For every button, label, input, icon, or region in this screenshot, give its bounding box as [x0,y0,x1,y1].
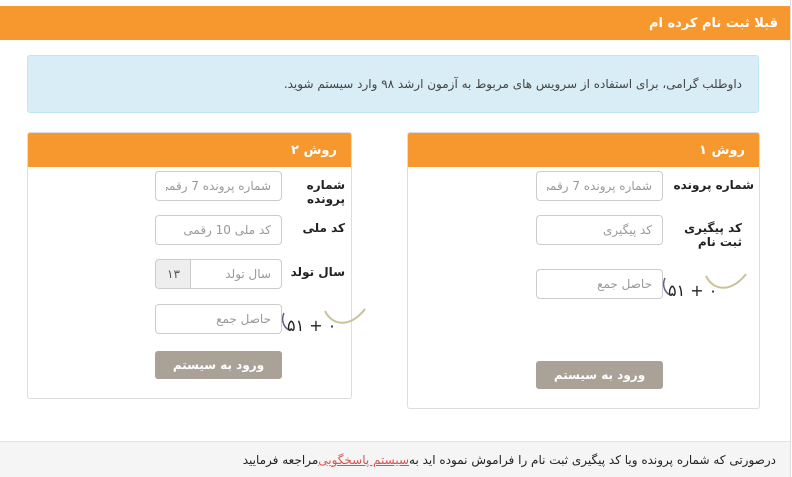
notice-alert [27,55,759,113]
method1-header [408,133,759,167]
method2-captcha-image [281,305,371,337]
method1-file-number-input[interactable] [536,171,663,201]
method1-file-number-label: شماره پرونده [673,178,754,192]
method2-file-number-label: شماره پرونده [306,178,345,206]
method1-tracking-label [672,221,742,249]
method2-title: روش ۲ [291,142,337,158]
method1-title: روش ۱ [699,142,745,158]
method1-tracking-label-line2: ثبت نام [697,235,742,249]
method1-captcha-image [662,270,752,302]
method1-captcha-text: ۵۱ + ۰ [668,281,718,300]
method2-birth-year-label: سال تولد [290,265,345,279]
footer-text-before: درصورتی که شماره پرونده ویا کد پیگیری ثبت نام را فراموش نموده اید به [409,452,776,467]
method1-tracking-label-line1: کد پیگیری [684,221,742,235]
method1-tracking-input[interactable] [536,215,663,245]
page-header [0,6,790,40]
support-system-link[interactable]: سیستم پاسخگویی [318,452,410,467]
birth-year-prefix: ۱۳ [155,259,191,289]
method2-birth-year-input[interactable] [190,259,282,289]
method2-national-code-input[interactable] [155,215,282,245]
notice-text: داوطلب گرامی، برای استفاده از سرویس های مربوط به آزمون ارشد ۹۸ وارد سیستم شوید. [283,77,742,91]
footer-text-after: مراجعه فرمایید [242,452,319,467]
page-title: قبلا ثبت نام کرده ام [648,15,778,31]
method1-login-button[interactable]: ورود به سیستم [536,361,663,389]
method2-captcha-text: ۵۱ + ۰ [287,316,337,335]
method2-login-button[interactable]: ورود به سیستم [155,351,282,379]
method2-header [28,133,351,167]
help-footer [0,441,790,477]
method2-file-number-input[interactable] [155,171,282,201]
method1-sum-input[interactable] [536,269,663,299]
method2-sum-input[interactable] [155,304,282,334]
method2-national-code-label: کد ملی [302,221,345,235]
